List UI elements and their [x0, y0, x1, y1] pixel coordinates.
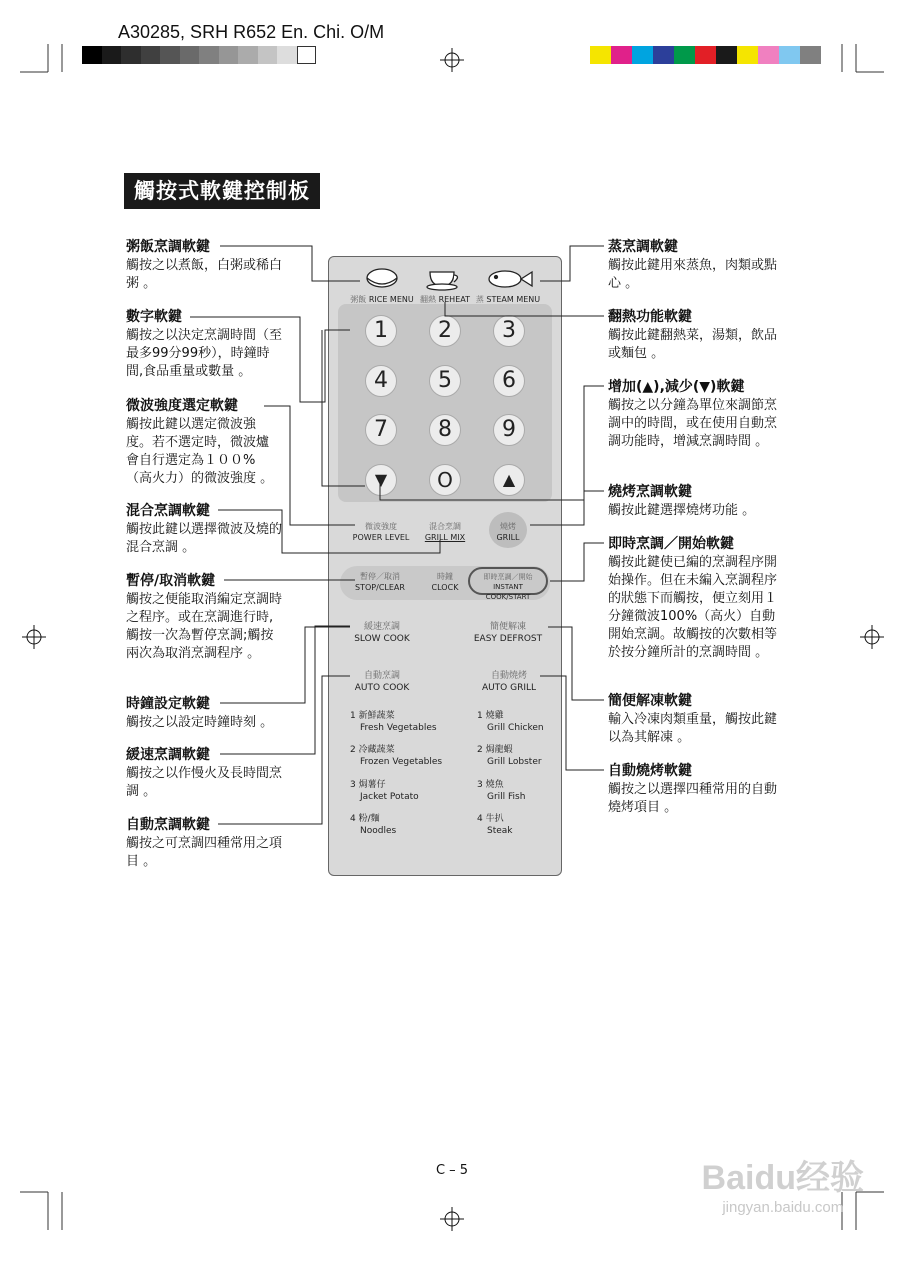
item-en: Grill Chicken — [487, 723, 544, 733]
easy-defrost-en: EASY DEFROST — [473, 634, 543, 644]
item-num: 4 — [350, 814, 356, 824]
item-cn: 冷藏蔬菜 — [358, 745, 395, 755]
key-3[interactable]: 3 — [493, 315, 525, 347]
auto-grill-item — [477, 744, 542, 768]
label-body: 觸按此鍵使已編的烹調程序開始操作。但在未編入烹調程序的狀態下而觸按，便立刻用１分鐘微波100%（高火）自動開始烹調。故觸按的次數相等於按分鐘所計的烹調時間 。 — [608, 555, 778, 660]
label-grill — [608, 483, 778, 520]
steam-menu-button[interactable] — [474, 294, 542, 305]
auto-grill-en: AUTO GRILL — [481, 683, 537, 693]
item-num: 2 — [350, 745, 356, 755]
item-num: 3 — [477, 780, 483, 790]
slow-cook-en: SLOW COOK — [354, 634, 410, 644]
key-7[interactable]: 7 — [365, 414, 397, 446]
item-num: 4 — [477, 814, 483, 824]
label-body: 觸按此鍵翻熱菜，湯類，飲品或麵包 。 — [608, 328, 778, 361]
instant-cook-start-button[interactable] — [468, 567, 548, 601]
tea-cup-icon — [427, 272, 458, 290]
stop-clear-cn: 暫停／取消 — [360, 572, 400, 581]
item-cn: 牛扒 — [485, 814, 504, 824]
label-body: 觸按之以設定時鐘時刻 。 — [126, 715, 274, 730]
reheat-cn: 翻熱 — [420, 295, 437, 304]
easy-defrost-cn: 簡便解凍 — [489, 622, 526, 632]
item-num: 1 — [477, 711, 483, 721]
grill-mix-cn: 混合烹調 — [429, 522, 461, 531]
label-steam-menu — [608, 238, 778, 293]
item-cn: 焗薯仔 — [358, 780, 386, 790]
label-instant-cook — [608, 535, 778, 662]
label-heading: 微波強度選定軟鍵 — [126, 398, 238, 414]
label-body: 觸按之可烹調四種常用之項目 。 — [126, 836, 283, 869]
label-grill-mix — [126, 502, 286, 557]
label-power-level — [126, 397, 276, 488]
label-body: 觸按之以作慢火及長時間烹調 。 — [126, 766, 283, 799]
auto-grill-item — [477, 779, 525, 803]
label-heading: 混合烹調軟鍵 — [126, 503, 210, 519]
label-heading: 自動烹調軟鍵 — [126, 817, 210, 833]
item-en: Fresh Vegetables — [360, 723, 437, 733]
auto-cook-button[interactable] — [344, 670, 420, 694]
fish-icon — [489, 271, 532, 287]
label-body: 輸入冷凍肉類重量，觸按此鍵以為其解凍 。 — [608, 712, 778, 745]
key-5[interactable]: 5 — [429, 365, 461, 397]
item-en: Steak — [487, 826, 513, 836]
power-level-en: POWER LEVEL — [352, 533, 410, 542]
instant-cook-cn: 即時烹調／開始 — [483, 573, 533, 581]
item-num: 2 — [477, 745, 483, 755]
label-body: 觸按之以分鐘為單位來調節烹調中的時間，或在使用自動烹調功能時，增減烹調時間 。 — [608, 398, 778, 449]
label-reheat — [608, 308, 778, 363]
label-heading: 暫停/取消軟鍵 — [126, 573, 216, 589]
key-1[interactable]: 1 — [365, 315, 397, 347]
power-level-button[interactable] — [344, 521, 418, 543]
key-4[interactable]: 4 — [365, 365, 397, 397]
watermark — [702, 1150, 864, 1216]
auto-grill-cn: 自動燒烤 — [490, 671, 527, 681]
grill-en: GRILL — [496, 533, 520, 542]
key-up[interactable]: ▲ — [493, 464, 525, 496]
label-rice-menu — [126, 238, 286, 293]
label-heading: 即時烹調／開始軟鍵 — [608, 536, 734, 552]
label-heading: 自動燒烤軟鍵 — [608, 763, 692, 779]
item-cn: 新鮮蔬菜 — [358, 711, 395, 721]
key-down[interactable]: ▼ — [365, 464, 397, 496]
item-en: Grill Lobster — [487, 757, 542, 767]
label-body: 觸按此鍵以選定微波強度。若不選定時，微波爐會自行選定為１００%（高火力）的微波強度 。 — [126, 417, 274, 486]
clock-en: CLOCK — [431, 583, 459, 592]
clock-cn: 時鐘 — [437, 572, 453, 581]
instant-cook-en: INSTANT COOK/START — [485, 583, 531, 601]
rice-menu-en: RICE MENU — [368, 295, 414, 304]
page-title: 觸按式軟鍵控制板 — [124, 173, 320, 209]
item-en: Jacket Potato — [360, 792, 419, 802]
label-heading: 燒烤烹調軟鍵 — [608, 484, 692, 500]
grill-mix-en: GRILL MIX — [424, 533, 466, 542]
auto-cook-cn: 自動烹調 — [363, 671, 400, 681]
auto-grill-button[interactable] — [474, 670, 544, 694]
item-en: Frozen Vegetables — [360, 757, 443, 767]
key-9[interactable]: 9 — [493, 414, 525, 446]
auto-grill-item — [477, 813, 513, 837]
label-heading: 增加(▲),減少(▼)軟鍵 — [608, 379, 745, 395]
rice-menu-cn: 粥飯 — [350, 295, 367, 304]
label-heading: 數字軟鍵 — [126, 309, 182, 325]
label-body: 觸按此鍵選擇燒烤功能 。 — [608, 503, 756, 518]
page-number: C – 5 — [435, 1163, 469, 1178]
label-heading: 翻熱功能軟鍵 — [608, 309, 692, 325]
label-clock — [126, 695, 286, 732]
key-0[interactable]: O — [429, 464, 461, 496]
watermark-brand: Baidu经验 — [701, 1159, 864, 1197]
item-num: 1 — [350, 711, 356, 721]
auto-cook-item — [350, 744, 442, 768]
label-heading: 簡便解凍軟鍵 — [608, 693, 692, 709]
label-number-keys — [126, 308, 286, 381]
label-body: 觸按此鍵用來蒸魚，肉類或點心 。 — [608, 258, 778, 291]
label-heading: 粥飯烹調軟鍵 — [126, 239, 210, 255]
label-slow-cook — [126, 746, 286, 801]
auto-cook-en: AUTO COOK — [354, 683, 410, 693]
label-body: 觸按之便能取消編定烹調時之程序。或在烹調進行時,觸按一次為暫停烹調;觸按兩次為取消烹調程序 。 — [126, 592, 283, 661]
document-id: A30285, SRH R652 En. Chi. O/M — [118, 22, 385, 42]
reheat-button[interactable] — [416, 294, 474, 305]
rice-bowl-icon — [367, 269, 397, 287]
key-6[interactable]: 6 — [493, 365, 525, 397]
item-cn: 燒雞 — [485, 711, 504, 721]
item-cn: 焗龍蝦 — [485, 745, 513, 755]
label-up-down — [608, 378, 778, 451]
label-body: 觸按此鍵以選擇微波及燒的混合烹調 。 — [126, 522, 283, 555]
label-body: 觸按之以選擇四種常用的自動燒烤項目 。 — [608, 782, 778, 815]
steam-menu-en: STEAM MENU — [486, 295, 541, 304]
label-easy-defrost — [608, 692, 778, 747]
clock-button[interactable] — [420, 571, 470, 593]
auto-cook-item — [350, 813, 396, 837]
auto-cook-item — [350, 779, 419, 803]
grill-cn: 燒烤 — [500, 522, 516, 531]
slow-cook-button[interactable] — [344, 621, 420, 645]
label-auto-grill — [608, 762, 778, 817]
auto-cook-item — [350, 710, 437, 734]
item-num: 3 — [350, 780, 356, 790]
label-auto-cook — [126, 816, 286, 871]
item-cn: 粉/麵 — [358, 814, 380, 824]
auto-grill-item — [477, 710, 544, 734]
label-heading: 時鐘設定軟鍵 — [126, 696, 210, 712]
reheat-en: REHEAT — [438, 295, 470, 304]
label-body: 觸按之以煮飯，白粥或稀白粥 。 — [126, 258, 283, 291]
item-en: Noodles — [360, 826, 397, 836]
label-heading: 緩速烹調軟鍵 — [126, 747, 210, 763]
power-level-cn: 微波強度 — [365, 522, 397, 531]
key-8[interactable]: 8 — [429, 414, 461, 446]
slow-cook-cn: 緩速烹調 — [363, 622, 400, 632]
label-stop-clear — [126, 572, 286, 663]
label-body: 觸按之以決定烹調時間（至最多99分99秒），時鐘時間,食品重量或數量 。 — [126, 328, 283, 379]
grill-mix-button[interactable] — [416, 521, 474, 543]
menu-icons — [360, 264, 550, 296]
rice-menu-button[interactable] — [348, 294, 416, 305]
label-heading: 蒸烹調軟鍵 — [608, 239, 678, 255]
item-cn: 燒魚 — [485, 780, 504, 790]
steam-menu-cn: 蒸 — [475, 295, 484, 304]
easy-defrost-button[interactable] — [466, 621, 550, 645]
grill-button[interactable] — [484, 521, 532, 543]
item-en: Grill Fish — [487, 792, 526, 802]
stop-clear-button[interactable] — [344, 571, 416, 593]
key-2[interactable]: 2 — [429, 315, 461, 347]
watermark-url: jingyan.baidu.com — [722, 1199, 844, 1216]
stop-clear-en: STOP/CLEAR — [355, 583, 405, 592]
